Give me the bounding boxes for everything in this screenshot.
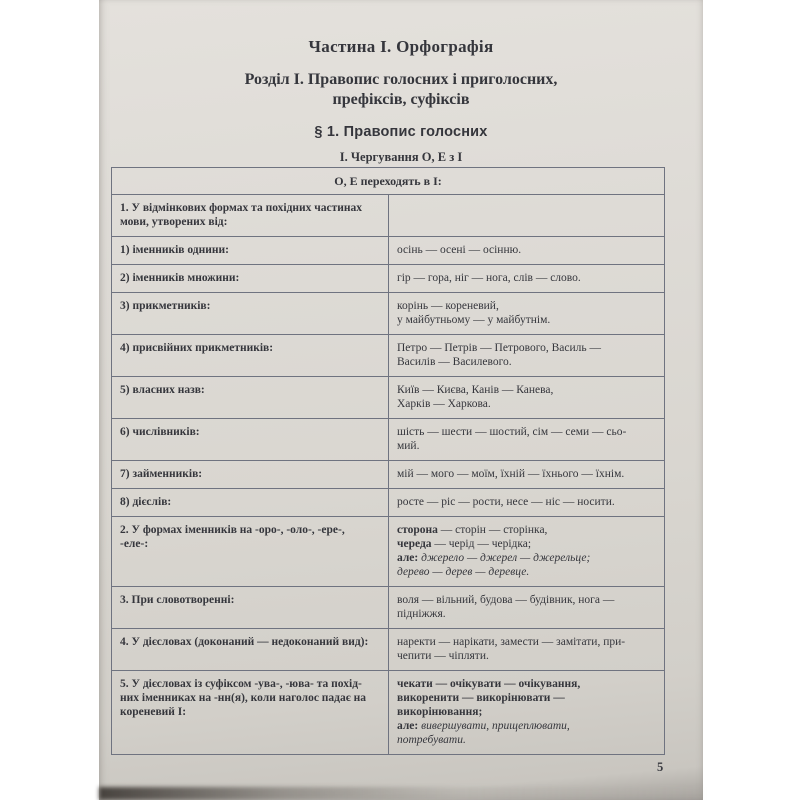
examples-cell bbox=[389, 629, 665, 671]
text-run: Петро — Петрів — Петрового, Василь — bbox=[397, 342, 602, 354]
rule-cell bbox=[112, 517, 389, 587]
text-run: чепити — чіпляти. bbox=[397, 650, 489, 662]
table-row bbox=[112, 265, 665, 293]
text-run: дерево — дерев — деревце. bbox=[397, 566, 530, 578]
chapter-title-line1: Розділ І. Правопис голосних і приголосних, bbox=[244, 71, 558, 88]
text-run: гір — гора, ніг — нога, слів — слово. bbox=[397, 272, 581, 284]
table-row bbox=[112, 237, 665, 265]
table-row bbox=[112, 419, 665, 461]
text-run: 2) іменників множини: bbox=[120, 272, 240, 284]
rule-cell bbox=[112, 419, 389, 461]
chapter-title-line2: префіксів, суфіксів bbox=[332, 91, 470, 108]
table-row bbox=[112, 671, 665, 755]
text-run: джерело — джерел — джерельце; bbox=[418, 552, 591, 564]
text-run: воля — вільний, будова — будівник, нога — bbox=[397, 594, 615, 606]
text-run: Київ — Києва, Канів — Канева, bbox=[397, 384, 554, 396]
text-run: викорінювання; bbox=[397, 706, 483, 718]
text-run: 5. У дієсловах із суфіксом -ува-, -юва- та похід- bbox=[120, 678, 362, 690]
vowel-alternation-table bbox=[111, 167, 665, 755]
rule-cell bbox=[112, 587, 389, 629]
examples-cell bbox=[389, 489, 665, 517]
text-run: — сторін — сторінка, bbox=[437, 524, 548, 536]
text-run: 7) займенників: bbox=[120, 468, 203, 480]
rule-cell bbox=[112, 237, 389, 265]
table-row bbox=[112, 489, 665, 517]
text-run: мий. bbox=[397, 440, 420, 452]
text-run: наректи — нарікати, замести — замітати, при- bbox=[397, 636, 626, 648]
text-run: них іменниках на -нн(я), коли наголос падає на bbox=[120, 692, 366, 704]
text-run: 6) числівників: bbox=[120, 426, 200, 438]
table-header-row bbox=[112, 168, 665, 195]
table-row bbox=[112, 335, 665, 377]
part-title: Частина І. Орфографія bbox=[308, 37, 494, 56]
text-run: вивершувати, прищеплювати, bbox=[418, 720, 570, 732]
text-run: Харків — Харкова. bbox=[397, 398, 491, 410]
examples-cell bbox=[389, 461, 665, 489]
text-run: 4) присвійних прикметників: bbox=[120, 342, 274, 354]
rule-cell bbox=[112, 629, 389, 671]
examples-cell bbox=[389, 419, 665, 461]
text-run: але: bbox=[397, 552, 419, 564]
text-run: 1) іменників однини: bbox=[120, 244, 229, 256]
text-run: 4. У дієсловах (доконаний — недоконаний вид): bbox=[120, 636, 369, 648]
text-run: мій — мого — моїм, їхній — їхнього — їхнім. bbox=[397, 468, 625, 480]
text-run: -еле-: bbox=[120, 538, 149, 550]
text-run: але: bbox=[397, 720, 419, 732]
text-run: череда bbox=[397, 538, 432, 550]
text-run: корінь — кореневий, bbox=[397, 300, 499, 312]
text-run: викоренити — викорінювати — bbox=[397, 692, 565, 704]
table-row bbox=[112, 587, 665, 629]
text-run: у майбутньому — у майбутнім. bbox=[397, 314, 551, 326]
text-run: 8) дієслів: bbox=[120, 496, 172, 508]
table-row bbox=[112, 377, 665, 419]
text-run: чекати — очікувати — очікування, bbox=[397, 678, 581, 690]
rule-cell bbox=[112, 335, 389, 377]
examples-cell bbox=[389, 237, 665, 265]
rule-cell bbox=[112, 489, 389, 517]
text-run: 2. У формах іменників на -оро-, -оло-, -ере-, bbox=[120, 524, 345, 536]
rule-cell bbox=[112, 265, 389, 293]
rule-cell bbox=[112, 377, 389, 419]
rule-cell bbox=[112, 195, 389, 237]
text-run: осінь — осені — осінню. bbox=[397, 244, 522, 256]
table-row bbox=[112, 293, 665, 335]
examples-cell bbox=[389, 195, 665, 237]
text-run: Василів — Василевого. bbox=[397, 356, 512, 368]
examples-cell bbox=[389, 265, 665, 293]
examples-cell bbox=[389, 335, 665, 377]
rule-cell bbox=[112, 461, 389, 489]
rule-cell bbox=[112, 671, 389, 755]
text-run: 1. У відмінкових формах та похідних частинах bbox=[120, 202, 363, 214]
page-headings bbox=[99, 0, 703, 165]
text-run: росте — ріс — рости, несе — ніс — носити. bbox=[397, 496, 615, 508]
text-run: підніжжя. bbox=[397, 608, 446, 620]
text-run: 5) власних назв: bbox=[120, 384, 205, 396]
book-page bbox=[99, 0, 703, 800]
examples-cell bbox=[389, 587, 665, 629]
subsection-title: І. Чергування О, Е з І bbox=[339, 150, 463, 164]
chapter-title bbox=[99, 70, 703, 110]
table-row bbox=[112, 629, 665, 671]
examples-cell bbox=[389, 671, 665, 755]
text-run: потребувати. bbox=[397, 734, 466, 746]
text-run: 3. При словотворенні: bbox=[120, 594, 235, 606]
table-row bbox=[112, 461, 665, 489]
examples-cell bbox=[389, 517, 665, 587]
text-run: шість — шести — шостий, сім — семи — сьо- bbox=[397, 426, 627, 438]
text-run: кореневий І: bbox=[120, 706, 187, 718]
examples-cell bbox=[389, 293, 665, 335]
table-header: О, Е переходять в І: bbox=[112, 168, 665, 195]
text-run: сторона bbox=[397, 524, 438, 536]
text-run: — черід — черідка; bbox=[431, 538, 532, 550]
text-run: мови, утворених від: bbox=[120, 216, 228, 228]
table-row bbox=[112, 195, 665, 237]
text-run: 3) прикметників: bbox=[120, 300, 211, 312]
section-title: § 1. Правопис голосних bbox=[314, 124, 488, 140]
rule-cell bbox=[112, 293, 389, 335]
examples-cell bbox=[389, 377, 665, 419]
page-number: 5 bbox=[657, 760, 664, 774]
table-row bbox=[112, 517, 665, 587]
